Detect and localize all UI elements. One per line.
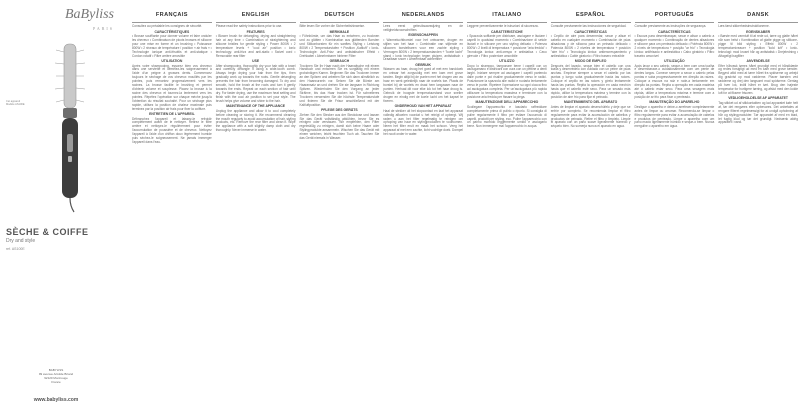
image-caption-line: Cet appareil [6, 100, 20, 103]
hair-dryer-brush-illustration [50, 42, 90, 214]
section-heading: MERKMALE [329, 29, 350, 34]
language-heading: ESPAÑOL [551, 10, 631, 23]
column-de [298, 10, 382, 408]
intro-text: Consultez au préalable les consignes de sécurité. [132, 24, 203, 28]
care-text: Ziehen Sie den Stecker aus der Steckdose und lassen Sie das Gerät vollständig abkühlen, bevor Sie es reinigen oder verstauen. Wir empfehlen, den Filter regelmäßig zu reinigen, damit sich keine Haare oder Stylingprodukte ansammeln. Wischen Sie das Gerät mit einem weichen, leicht feuchten Tuch ab. Tauchen Sie das Gerät niemals in Wasser. [299, 112, 380, 141]
website-link[interactable]: www.babyliss.com [33, 397, 79, 403]
intro-text: Læs først sikkerhedsinstruktionerne. [718, 24, 770, 28]
intro-text: Lees eerst gebruiksaanwijzing en de veiligheidsvoorschriften. [383, 24, 463, 32]
section-heading: MANUTENÇÃO DO APARELHO [649, 100, 700, 105]
product-subtitle: Dry and style [6, 238, 36, 244]
address-line: BABYLISS [48, 368, 64, 372]
language-heading: PORTUGUÊS [635, 10, 715, 23]
care-text: Unplug the appliance and allow it to cool completely before cleaning or storing it. We recommend cleaning the mouth regularly to avoid accumulation of hair, styling products, etc. Remove the rear filter and clean it. Wipe the appliance with a soft slightly damp cloth and dry thoroughly. Never immerse in water. [215, 108, 296, 133]
care-text: Scollegare l'apparecchio e lasciarlo raffreddare completamente prima di pulirlo o riporlo. Si consiglia di pulire regolarmente il filtro per evitare l'accumulo di capelli, prodotti per styling, ecc. Pulire l'apparecchio con un panno morbido leggermente umido e asciugarlo bene. Non immergere mai l'apparecchio in acqua. [467, 104, 547, 129]
section-heading: ENTRETIEN DE L'APPAREIL [149, 112, 195, 116]
address-line: 92120 Montrouge [44, 376, 68, 380]
features-text: • Børste med varmluft til at rede ud, tørre og glatte håret når som helst • Kombination af glatte pigge og silikone-pigge til blid styling • Effekt 800W • 2 temperaturniveauer + position "kold luft" • Ionic-teknologi: mod kruset hår og antistatisk • Drejeledning • Aftageligt bagfilter [718, 34, 798, 58]
intro-text: Consulte previamente as instruções de segurança. [634, 24, 707, 28]
section-heading: GEBRUIK [415, 62, 431, 67]
section-heading: MAINTENANCE OF THE APPLIANCE [226, 104, 286, 109]
column-body [216, 23, 296, 133]
section-heading: USE [252, 59, 260, 64]
features-text: • Blower brush for detangling, drying and straightening hair at any time • Combination of straightening and silicone bristles for gentle styling • Power 800W • 2 temperature levels + "cool air" position • Ionic technology: anti-frizz and anti-static • Swivel cord • Removable rear filter [215, 34, 296, 58]
column-body [300, 23, 380, 141]
column-pt [633, 10, 717, 408]
column-body [718, 23, 798, 125]
column-body [383, 23, 463, 137]
section-heading: UTILIZZO [499, 59, 515, 64]
section-heading: FEATURES [246, 29, 265, 34]
use-text: Após lavar o seu cabelo, seque-o bem com uma toalha e desembarace-o cuidadosamente com um pente de dentes largos. Comece sempre a secar o cabelo pelas pontas e suba progressivamente em direção às raízes. Coloque a escova na raiz e rode-a lentamente em direção às pontas. Repita a operação em cada madeixa até o cabelo estar seco. Para uma secagem mais rápida, utilize a temperatura máxima e termine com a posição de ar frio para fixar o penteado. [634, 63, 715, 99]
intro-text: Consulte previamente las instrucciones de seguridad. [550, 24, 627, 28]
column-body [467, 23, 547, 129]
column-es [549, 10, 633, 408]
use-text: Wassen uw haar, droog het goed af met een handdoek en ontwar het zorgvuldig met een kam met grove tanden. Begin altijd bij de punten met het drogen van uw haar en werk geleidelijk naar de wortels toe. Plaats de borstel bij de wortels en draai hem langzaam naar de punten. Herhaal dit voor elke lok tot het haar droog is. Gebruik de hoogste temperatuurstand voor sneller drogen en eindig met de koele lucht om het kapsel te fixeren. [383, 67, 463, 103]
section-heading: ANVENDELSE [746, 59, 770, 64]
use-text: Efter hårvask tørres håret grundigt med et håndklæde og redes forsigtigt ud med en kam med grove tænder. Begynd altid med at tørre håret fra spidserne og arbejd dig gradvist op mod rødderne. Placer børsten ved rødderne og drej den langsomt mod spidserne. Gentag på hver lok, indtil håret er tørt. Brug den højeste temperatur for hurtigere tørring, og afslut med den kolde luft for at fiksere frisuren. [718, 63, 798, 95]
column-body [551, 23, 631, 129]
care-text: Desligue o aparelho e deixe-o arrefecer completamente antes de limpar ou arrumar. Recomenda-se limpar o filtro regularmente para evitar a acumulação de cabelos e produtos de penteado. Limpe o aparelho com um pano macio ligeiramente húmido e seque-o bem. Nunca mergulhe o aparelho em água. [634, 104, 715, 129]
language-heading: ITALIANO [467, 10, 547, 23]
section-heading: UTILISATION [161, 59, 183, 64]
section-heading: VEDLIGEHOLDELSE AF APPARATET [728, 96, 788, 101]
product-reference: ref. AS100E [6, 247, 25, 251]
image-caption [6, 100, 25, 106]
section-heading: EGENSKABER [746, 29, 771, 34]
language-heading: NEDERLANDS [383, 10, 463, 23]
section-heading: MANUTENZIONE DELL'APPARECCHIO [475, 100, 539, 105]
address-line: France [51, 380, 61, 384]
image-caption-line: Modèle AS100E [6, 103, 25, 106]
language-heading: FRANÇAIS [132, 10, 212, 23]
care-text: Antes de limpiar el aparato desenchúfelo y deje que se enfríe por completo. Se recomienda limpiar el filtro regularmente para evitar la acumulación de cabellos y productos de peinado. Retire el filtro y límpielo. Limpie el aparato con un paño suave ligeramente húmedo y séquelo bien. No sumerja nunca el aparato en agua. [550, 104, 631, 129]
product-title: SÈCHE & COIFFE [6, 227, 89, 237]
care-text: Débranchez l'appareil et laissez-le refroidir complètement avant de le nettoyer. Retirez le filtre arrière et nettoyez-le régulièrement pour éviter l'accumulation de poussière et de cheveux. Nettoyez l'appareil à l'aide d'un chiffon doux légèrement humide puis séchez-le soigneusement. Ne jamais immerger l'appareil dans l'eau. [132, 116, 212, 144]
section-heading: ONDERHOUD VAN HET APPARAAT [394, 104, 452, 109]
brand-logo [24, 8, 114, 36]
brand-tagline: PARIS [93, 26, 114, 31]
features-text: • Cepillo de aire para desenredar, secar y alisar el cabello en cualquier momento • Combinación de púas alisadoras y de silicona para un peinado delicado • Potencia 800W • 2 niveles de temperatura + posición "aire frío" • Tecnología iónica: antiencrespamiento y antiestática • Cable giratorio • Filtro trasero extraíble [550, 34, 631, 58]
column-body [132, 23, 212, 145]
section-heading: CARACTERÍSTICAS [574, 29, 607, 34]
use-text: Après votre shampooing, essorez bien vos cheveux dans une serviette et démêlez-les soigneusement à l'aide d'un peigne à grosses dents. Commencez toujours le séchage de vos cheveux mouillés par les pointes, puis remontez progressivement vers les racines. La brosse facilite le brushing et permet d'obtenir volume et souplesse. Placez la brosse à la racine des cheveux et tournez-la lentement vers les pointes. Répétez l'opération sur chaque mèche jusqu'à l'obtention du résultat souhaité. Pour un séchage plus rapide, utilisez la position de chaleur maximale puis terminez par la position air frais pour fixer la coiffure. [132, 63, 212, 111]
cover-panel [0, 0, 130, 411]
column-it [465, 10, 549, 408]
language-heading: DEUTSCH [300, 10, 380, 23]
column-en [214, 10, 298, 408]
section-heading: EIGENSCHAPPEN [408, 33, 438, 38]
use-text: Trocknen Sie Ihr Haar nach der Haarwäsche mit einem Handtuch und entwirren Sie es sorgfältig mit einem grobzinkigen Kamm. Beginnen Sie das Trocknen immer an den Spitzen und arbeiten Sie sich dann allmählich zu den Haarwurzeln vor. Setzen Sie die Bürste am Haaransatz an und drehen Sie sie langsam in Richtung Spitzen. Wiederholen Sie den Vorgang an jeder Strähne, bis das Haar trocken ist. Für schnelleres Trocknen verwenden Sie die höchste Temperaturstufe und fixieren Sie die Frisur anschließend mit der Kaltluftposition. [299, 63, 380, 107]
section-heading: CARATTERISTICHE [490, 29, 523, 34]
features-text: • Föhnbürste, um das Haar zu entwirren, zu trocknen und zu glätten • Kombination aus glättenden Borsten und Silikonborsten für ein sanftes Styling • Leistung 800W • 2 Temperaturstufen + Position „Kaltluft" • Ionic-Technologie: Anti-Frizz und antistatischer Effekt • Drehkabel • Abnehmbarer hinterer Filter [299, 34, 380, 58]
features-text: • Spazzola soffiante per districare, asciugare e lisciare i capelli in qualsiasi momento • Combinazione di setole lisciati e in silicone per uno styling delicato • Potenza 800W • 2 livelli di temperatura + posizione "aria fredda" • Tecnologia ionica: anti-crespo e antistatica • Cavo girevole • Filtro posteriore amovibile [467, 34, 547, 58]
care-text: Tag stikket ud af stikkontakten og lad apparatet køle helt af, før det rengøres eller opbevares. Det anbefales at rengøre filteret regelmæssigt for at undgå ophobning af hår og stylingprodukter. Tør apparatet af med en blød, let fugtig klud og tør det grundigt. Nedsænk aldrig apparatet i vand. [718, 100, 798, 125]
section-heading: PFLEGE DES GERÄTS [321, 108, 358, 113]
column-fr [130, 10, 214, 408]
language-heading: ENGLISH [216, 10, 296, 23]
intro-text: Leggere preventivamente le istruzioni di sicurezza. [467, 24, 539, 28]
section-heading: GEBRAUCH [329, 59, 350, 64]
use-text: Dopo lo shampoo, tamponare bene i capelli con un asciugamano e districarli con cura con un pettine a denti larghi. Iniziare sempre ad asciugare i capelli partendo dalle punte e poi risalire gradualmente verso le radici. Posizionare la spazzola alle radici e ruotarla lentamente verso le punte. Ripetere l'operazione su ogni ciocca fino ad asciugatura completa. Per un'asciugatura più rapida utilizzare la temperatura massima e terminare con la posizione aria fredda per fissare la piega. [467, 63, 547, 99]
column-body [635, 23, 715, 129]
features-text: • Warmeluchtborstel voor het ontwarren, drogen en stijlen van het haar • Combinatie van stijlende en siliconen borstelharen voor een zachte styling • Vermogen 800W • 2 temperatuurstanden + "koele lucht" stand • Ionic technologie: tegen pluizen, antistatisch • Draaibaar snoer • Afneembaar achterfilter [383, 37, 463, 62]
language-heading: DANSK [718, 10, 798, 23]
features-text: • Brosse soufflante pour donner volume et faire onduler les cheveux • Combinaison de picots brosses et silicone pour une mise en forme et un brushing • Puissance 800W • 2 niveaux de température / position « air frais » • Technologie ionique anti-frisottis et anti-statique • Cordon rotatif • Filtre arrière amovible [132, 34, 212, 58]
features-text: • Escova para desembaraçar, secar e alisar o cabelo a qualquer momento • Combinação de dentes alisadores e silicone para um penteado delicado • Potência 800W • 2 níveis de temperatura + posição "ar frio" • Tecnologia iónica: antifrisado e antiestática • Cabo giratório • Filtro traseiro amovível [634, 34, 715, 58]
intro-text: Please read the safety instructions prior to use. [215, 24, 283, 28]
care-text: Haal de stekker uit het stopcontact en laat het apparaat volledig afkoelen voordat u het reinigt of opbergt. Wij raden u aan het filter regelmatig te reinigen om ophoping van haar en stylingproducten te voorkomen. Neem het filter eruit en maak het schoon. Veeg het apparaat af met een zachte, licht vochtige doek. Dompel het nooit onder in water. [383, 108, 463, 137]
section-heading: UTILIZAÇÃO [664, 59, 685, 64]
section-heading: MODO DE EMPLEO [574, 59, 607, 64]
section-heading: MANTENIMIENTO DEL APARATO [564, 100, 618, 105]
address-line: 99 avenue Aristide Briand [38, 372, 74, 376]
section-heading: CARACTERÍSTICAS [658, 29, 691, 34]
brand-name: BaByliss [65, 7, 114, 22]
intro-text: Bitte lesen Sie vorher die Sicherheitshinweise. [299, 24, 365, 28]
use-text: After shampooing, thoroughly dry your hair with a towel and carefully detangle it using a wide-tooth comb. Always begin drying your hair from the tips, then gradually work up towards the roots. Gentle detangling prevents the hair from becoming damaged. To dry and smooth, hold the brush at the roots and turn it gently towards the ends. Repeat on each section of hair until dry. For faster drying, use the maximum heat setting and finish with the cool air position to set your style. The brush helps give volume and shine to the hair. [215, 63, 296, 103]
language-columns [130, 10, 800, 408]
section-heading: CARACTÉRISTIQUES [154, 29, 190, 34]
use-text: Después del lavado, seque bien el cabello con una toalla y desenrédelo con cuidado con un peine de púas anchas. Empiece siempre a secar el cabello por las puntas y luego suba gradualmente hacia las raíces. Coloque el cepillo en las raíces y gírelo lentamente hacia las puntas. Repita la operación en cada mechón hasta que el cabello esté seco. Para un secado más rápido, utilice la temperatura máxima y termine con la posición de aire frío para fijar el peinado. [550, 63, 631, 99]
column-da [716, 10, 800, 408]
company-address [6, 368, 106, 384]
column-nl [381, 10, 465, 408]
